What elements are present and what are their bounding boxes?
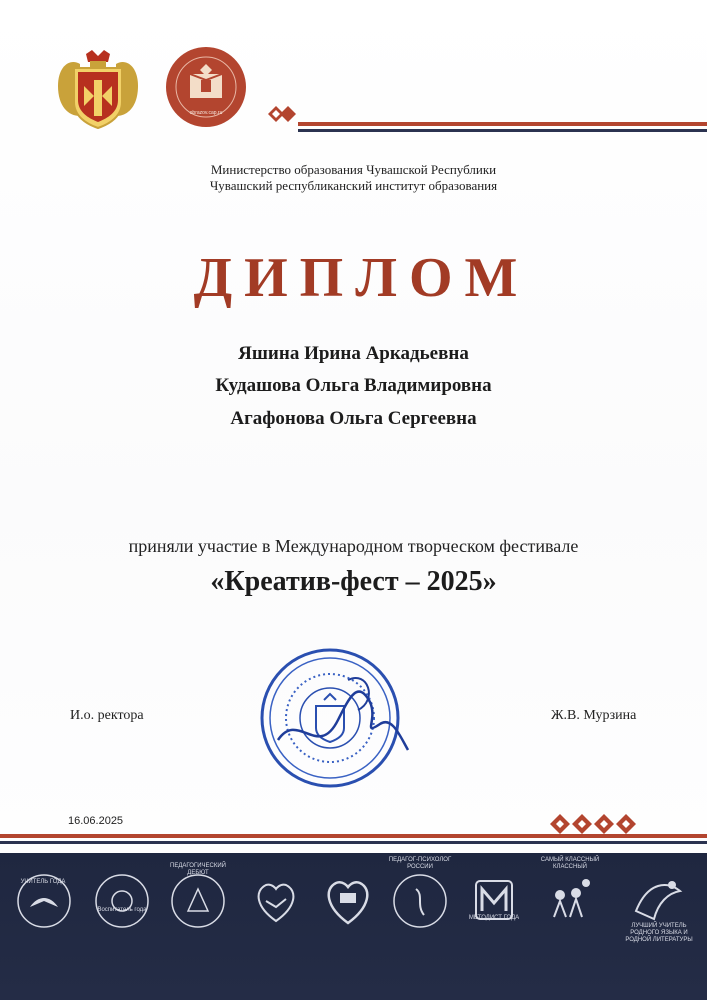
educator-of-year-logo: [92, 871, 152, 931]
footer-logo-label: ПЕДАГОГ-ПСИХОЛОГ РОССИИ: [388, 857, 452, 870]
top-ornament-line: [262, 92, 707, 134]
signatory-name: Ж.В. Мурзина: [551, 708, 637, 723]
footer-logo-label: ЛУЧШИЙ УЧИТЕЛЬ РОДНОГО ЯЗЫКА И РОДНОЙ ЛИТЕРАТУРЫ: [625, 923, 693, 943]
footer-logo-label: Воспитатель года: [97, 907, 147, 913]
class-teacher-logo: [540, 871, 600, 931]
recipient-name: Агафонова Ольга Сергеевна: [230, 408, 477, 429]
recipient-name: Яшина Ирина Аркадьевна: [238, 343, 469, 364]
recipient-name: Кудашова Ольга Владимировна: [215, 375, 492, 396]
heart-award-logo: [318, 871, 378, 931]
psychologist-of-russia-logo: [390, 871, 450, 931]
festival-name: «Креатив-фест – 2025»: [210, 566, 497, 597]
native-language-teacher-logo: [628, 871, 688, 931]
footer-logo-label: ПЕДАГОГИЧЕСКИЙ ДЕБЮТ: [170, 863, 226, 876]
footer-logo-label: САМЫЙ КЛАССНЫЙ КЛАССНЫЙ: [540, 857, 600, 870]
institute-caption: obrazov.cap.ru: [189, 110, 223, 116]
footer-logo-label: УЧИТЕЛЬ ГОДА: [20, 879, 66, 885]
footer-logo-strip: [0, 853, 707, 1000]
ministry-line-2: Чувашский республиканский институт образования: [209, 178, 498, 193]
diploma-title: ДИПЛОМ: [193, 247, 530, 309]
footer-logo-label: МЕТОДИСТ ГОДА: [468, 915, 520, 921]
ministry-line-1: Министерство образования Чувашской Республики: [210, 162, 497, 177]
official-stamp: [258, 640, 418, 790]
pedagogical-debut-logo: [168, 871, 228, 931]
handshake-heart-logo: [246, 871, 306, 931]
issue-date: 16.06.2025: [68, 815, 124, 827]
participation-text: приняли участие в Международном творческом фестивале: [128, 536, 579, 556]
chuvash-coat-of-arms-logo: [50, 46, 146, 130]
signature-position: И.о. ректора: [70, 708, 144, 723]
methodist-of-year-logo: [464, 871, 524, 931]
